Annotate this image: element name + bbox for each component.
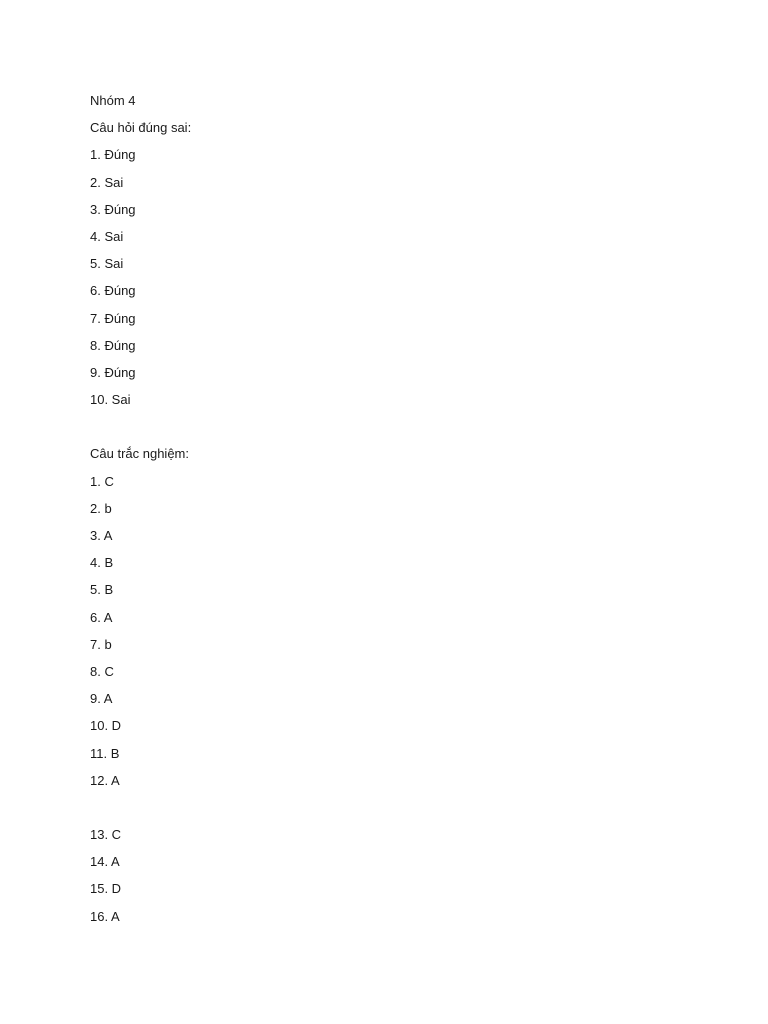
multiple-choice-answer: 10. D xyxy=(90,718,122,734)
multiple-choice-answer: 7. b xyxy=(90,636,112,652)
true-false-answer: 7. Đúng xyxy=(90,310,136,326)
multiple-choice-answer: 11. B xyxy=(90,745,120,761)
blank-line xyxy=(90,798,690,825)
true-false-answer: 1. Đúng xyxy=(90,147,136,163)
true-false-answer: 6. Đúng xyxy=(90,283,136,299)
multiple-choice-answer: 8. C xyxy=(90,663,114,679)
multiple-choice-heading: Câu trắc nghiệm: xyxy=(90,446,189,462)
multiple-choice-answer: 16. A xyxy=(90,908,120,924)
multiple-choice-answer: 13. C xyxy=(90,827,122,843)
true-false-answer: 2. Sai xyxy=(90,174,124,190)
multiple-choice-answer: 6. A xyxy=(90,609,113,625)
true-false-answer: 9. Đúng xyxy=(90,364,136,380)
true-false-answer: 4. Sai xyxy=(90,228,124,244)
multiple-choice-answer: 14. A xyxy=(90,854,120,870)
multiple-choice-answer: 15. D xyxy=(90,881,122,897)
true-false-answer: 5. Sai xyxy=(90,256,124,272)
blank-line xyxy=(90,417,690,444)
multiple-choice-answer: 9. A xyxy=(90,691,113,707)
true-false-answer: 3. Đúng xyxy=(90,201,136,217)
multiple-choice-answer: 12. A xyxy=(90,772,120,788)
multiple-choice-answer: 4. B xyxy=(90,555,114,571)
document-page xyxy=(90,91,690,934)
multiple-choice-answer: 3. A xyxy=(90,528,113,543)
multiple-choice-answer: 1. C xyxy=(90,473,114,489)
true-false-heading: Câu hỏi đúng sai: xyxy=(90,120,192,136)
multiple-choice-answer: 2. b xyxy=(90,500,112,516)
true-false-answer: 8. Đúng xyxy=(90,337,136,353)
group-title: Nhóm 4 xyxy=(90,93,136,108)
true-false-answer: 10. Sai xyxy=(90,392,131,408)
multiple-choice-answer: 5. B xyxy=(90,582,114,598)
